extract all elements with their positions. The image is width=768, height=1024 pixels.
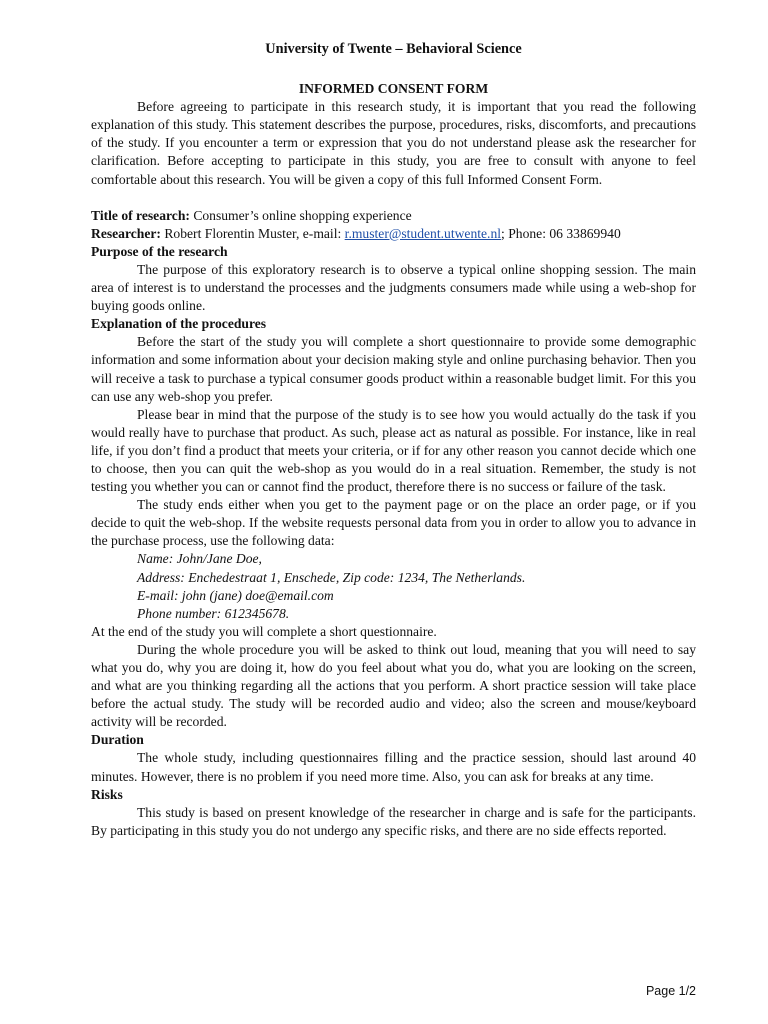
- research-title-line: [91, 207, 696, 225]
- procedures-paragraph-1: Before the start of the study you will complete a short questionnaire to provide some demographic information and some information about your decision making style and online purchasing behavior. Then you will receive a task to purchase a typical consumer goods product within a reasonable budget limit. For this you can use any web-shop you prefer.: [91, 334, 696, 404]
- purpose-heading: Purpose of the research: [91, 243, 228, 259]
- procedures-paragraph-4: At the end of the study you will complete a short questionnaire.: [91, 623, 437, 639]
- sample-data-email: E-mail: john (jane) doe@email.com: [137, 587, 334, 603]
- risks-heading: Risks: [91, 786, 123, 802]
- intro-paragraph: Before agreeing to participate in this research study, it is important that you read the following explanation of this study. This statement describes the purpose, procedures, risks, discomforts, and precautions of the study. If you encounter a term or expression that you do not understand please ask the researcher for clarification. Before accepting to participate in this study, you are free to consult with anyone to feel comfortable about this research. You will be given a copy of this full Informed Consent Form.: [91, 99, 696, 187]
- duration-paragraph: The whole study, including questionnaires filling and the practice session, should last around 40 minutes. However, there is no problem if you need more time. Also, you can ask for breaks at any time.: [91, 750, 696, 784]
- risks-paragraph: This study is based on present knowledge of the researcher in charge and is safe for the participants. By participating in this study you do not undergo any specific risks, and there are no side effects reported.: [91, 804, 696, 838]
- researcher-value: Robert Florentin Muster, e-mail:: [164, 225, 342, 241]
- researcher-email-link[interactable]: r.muster@student.utwente.nl: [344, 225, 502, 241]
- researcher-phone: ; Phone: 06 33869940: [501, 225, 621, 241]
- sample-data-address: Address: Enchedestraat 1, Enschede, Zip code: 1234, The Netherlands.: [137, 569, 526, 585]
- spacer: [91, 189, 696, 207]
- university-header: University of Twente – Behavioral Science: [265, 41, 522, 57]
- researcher-label: Researcher:: [91, 225, 161, 241]
- sample-data-name: Name: John/Jane Doe,: [137, 551, 262, 567]
- procedures-paragraph-2: Please bear in mind that the purpose of the study is to see how you would actually do the task if you would really have to purchase that product. As such, please act as natural as possible. For instance, like in real life, if you don’t find a product that meets your criteria, or if for any other reason you cannot decide which one to choose, then you can quit the web-shop as you would do in a real situation. Remember, the study is not testing you whether you can or cannot find the product, therefore there is no success or failure of the task.: [91, 406, 696, 495]
- procedures-paragraph-5: During the whole procedure you will be asked to think out loud, meaning that you will need to say what you do, why you are doing it, how do you feel about what you do, what you are looking on the screen, and what are you thinking regarding all the actions that you perform. A short practice session will take place before the actual study. The study will be recorded audio and video; also the screen and mouse/keyboard activity will be recorded.: [91, 641, 696, 730]
- research-title-label: Title of research:: [91, 207, 190, 223]
- research-title-value: Consumer’s online shopping experience: [193, 207, 412, 223]
- sample-data-block: [91, 550, 696, 622]
- procedures-paragraph-3: The study ends either when you get to the payment page or on the place an order page, or if you decide to quit the web-shop. If the website requests personal data from you in order to allow you to advance in the purchase process, use the following data:: [91, 497, 696, 549]
- sample-data-phone: Phone number: 612345678.: [137, 605, 290, 621]
- form-title: INFORMED CONSENT FORM: [298, 81, 489, 97]
- procedures-heading: Explanation of the procedures: [91, 316, 267, 332]
- purpose-paragraph: The purpose of this exploratory research is to observe a typical online shopping session. The main area of interest is to understand the processes and the judgments consumers made while using a web-shop for buying goods online.: [91, 261, 696, 314]
- duration-heading: Duration: [91, 732, 144, 748]
- researcher-line: [91, 225, 696, 243]
- page-number: Page 1/2: [645, 984, 696, 998]
